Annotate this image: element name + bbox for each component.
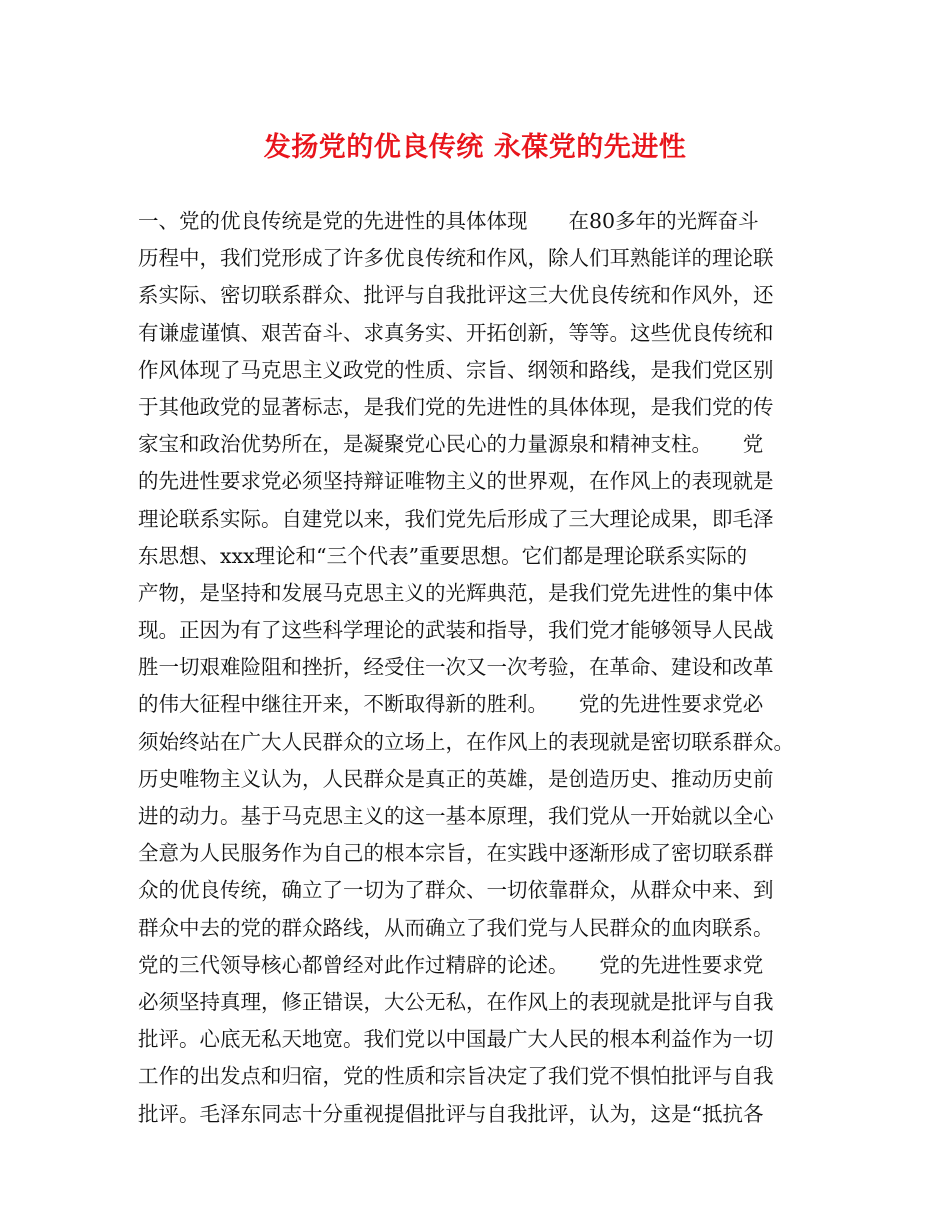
document-title: 发扬党的优良传统 永葆党的先进性 [263, 132, 687, 163]
body-line: 现。正因为有了这些科学理论的武装和指导，我们党才能够领导人民战 [138, 618, 774, 643]
body-line: 家宝和政治优势所在，是凝聚党心民心的力量源泉和精神支柱。 党 [138, 432, 764, 457]
body-line: 历史唯物主义认为，人民群众是真正的英雄，是创造历史、推动历史前 [138, 766, 774, 791]
body-line: 工作的出发点和归宿，党的性质和宗旨决定了我们党不惧怕批评与自我 [138, 1064, 774, 1089]
body-line: 有谦虚谨慎、艰苦奋斗、求真务实、开拓创新，等等。这些优良传统和 [138, 320, 774, 345]
body-line: 东思想、xxx理论和“三个代表”重要思想。它们都是理论联系实际的 [138, 543, 748, 568]
body-line: 进的动力。基于马克思主义的这一基本原理，我们党从一开始就以全心 [138, 804, 774, 828]
body-line: 胜一切艰难险阻和挫折，经受住一次又一次考验，在革命、建设和改革 [138, 655, 774, 680]
body-line: 的伟大征程中继往开来，不断取得新的胜利。 党的先进性要求党必 [138, 692, 764, 717]
document-body [138, 203, 828, 1133]
body-line: 理论联系实际。自建党以来，我们党先后形成了三大理论成果，即毛泽 [138, 506, 774, 531]
body-line: 系实际、密切联系群众、批评与自我批评这三大优良传统和作风外，还 [138, 283, 774, 308]
body-line: 一、党的优良传统是党的先进性的具体体现 在80多年的光辉奋斗 [138, 209, 759, 233]
body-line: 群众中去的党的群众路线，从而确立了我们党与人民群众的血肉联系。 [138, 915, 774, 940]
body-line: 党的三代领导核心都曾经对此作过精辟的论述。 党的先进性要求党 [138, 952, 764, 977]
body-line: 批评。毛泽东同志十分重视提倡批评与自我批评，认为，这是“抵抗各 [138, 1101, 764, 1126]
body-line: 须始终站在广大人民群众的立场上，在作风上的表现就是密切联系群众。 [138, 729, 794, 754]
body-line: 全意为人民服务作为自己的根本宗旨，在实践中逐渐形成了密切联系群 [138, 841, 774, 866]
body-line: 众的优良传统，确立了一切为了群众、一切依靠群众，从群众中来、到 [138, 878, 774, 903]
body-line: 批评。心底无私天地宽。我们党以中国最广大人民的根本利益作为一切 [138, 1027, 774, 1052]
body-line: 历程中，我们党形成了许多优良传统和作风，除人们耳熟能详的理论联 [138, 246, 774, 271]
body-line: 产物，是坚持和发展马克思主义的光辉典范，是我们党先进性的集中体 [138, 580, 774, 605]
body-line: 必须坚持真理，修正错误，大公无私，在作风上的表现就是批评与自我 [138, 989, 774, 1014]
body-line: 作风体现了马克思主义政党的性质、宗旨、纲领和路线，是我们党区别 [138, 357, 774, 382]
body-line: 于其他政党的显著标志，是我们党的先进性的具体体现，是我们党的传 [138, 394, 774, 419]
body-line: 的先进性要求党必须坚持辩证唯物主义的世界观，在作风上的表现就是 [138, 469, 774, 494]
